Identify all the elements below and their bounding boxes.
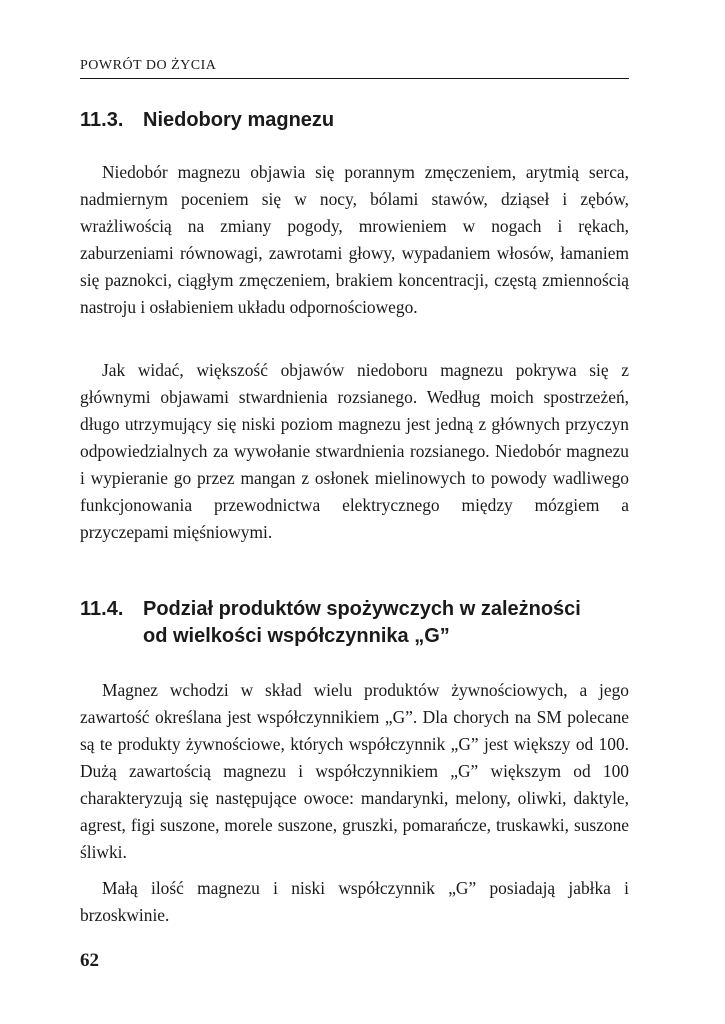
section-title: Niedobory magnezu <box>143 109 335 131</box>
section-title-line-1: Podział produktów spożywczych w zależności <box>143 598 581 620</box>
section-title-line-2: od wielkości współczynnika „G” <box>143 625 450 647</box>
section-heading-11-4 <box>80 596 640 650</box>
paragraph-magnesium-deficiency-symptoms: Niedobór magnezu objawia się porannym zmęczeniem, arytmią serca, nadmiernym poceniem się w nocy, bólami stawów, dziąseł i zębów, wrażliwością na zmiany pogody, mrowieniem w nogach i rękach, zaburzeniami równowagi, zawrotami głowy, wypadaniem włosów, łamaniem się paznokci, ciągłym zmęczeniem, brakiem koncentracji, częstą zmiennością nastroju i osłabieniem układu odpornościowego. <box>80 162 629 317</box>
section-number: 11.4. <box>80 598 124 620</box>
paragraph-magnesium-ms-link: Jak widać, większość objawów niedoboru magnezu pokrywa się z głównymi objawami stwardnienia rozsianego. Według moich spostrzeżeń, długo utrzymujący się niski poziom magnezu jest jedną z głównych przyczyn odpowiedzialnych za wywołanie stwardnienia rozsianego. Niedobór magnezu i wypieranie go przez mangan z osłonek mielinowych to powody wadliwego funkcjonowania przewodnictwa elektrycznego między mózgiem a przyczepami mięśniowymi. <box>80 360 629 542</box>
section-heading-11-3 <box>80 107 640 134</box>
section-number: 11.3. <box>80 109 124 131</box>
paragraph-g-coefficient-foods: Magnez wchodzi w skład wielu produktów żywnościowych, a jego zawartość określana jest współczynnikiem „G”. Dla chorych na SM polecane są te produkty żywnościowe, których współczynnik „G” jest większy od 100. Dużą zawartością magnezu i współczynnikiem „G” większym od 100 charakteryzują się następujące owoce: mandarynki, melony, oliwki, daktyle, agrest, figi suszone, morele suszone, gruszki, pomarańcze, truskawki, suszone śliwki. <box>80 680 629 862</box>
running-head: POWRÓT DO ŻYCIA <box>80 58 629 79</box>
page-number: 62 <box>80 950 99 971</box>
paragraph-low-g-foods: Małą ilość magnezu i niski współczynnik „G” posiadają jabłka i brzoskwinie. <box>80 878 629 925</box>
